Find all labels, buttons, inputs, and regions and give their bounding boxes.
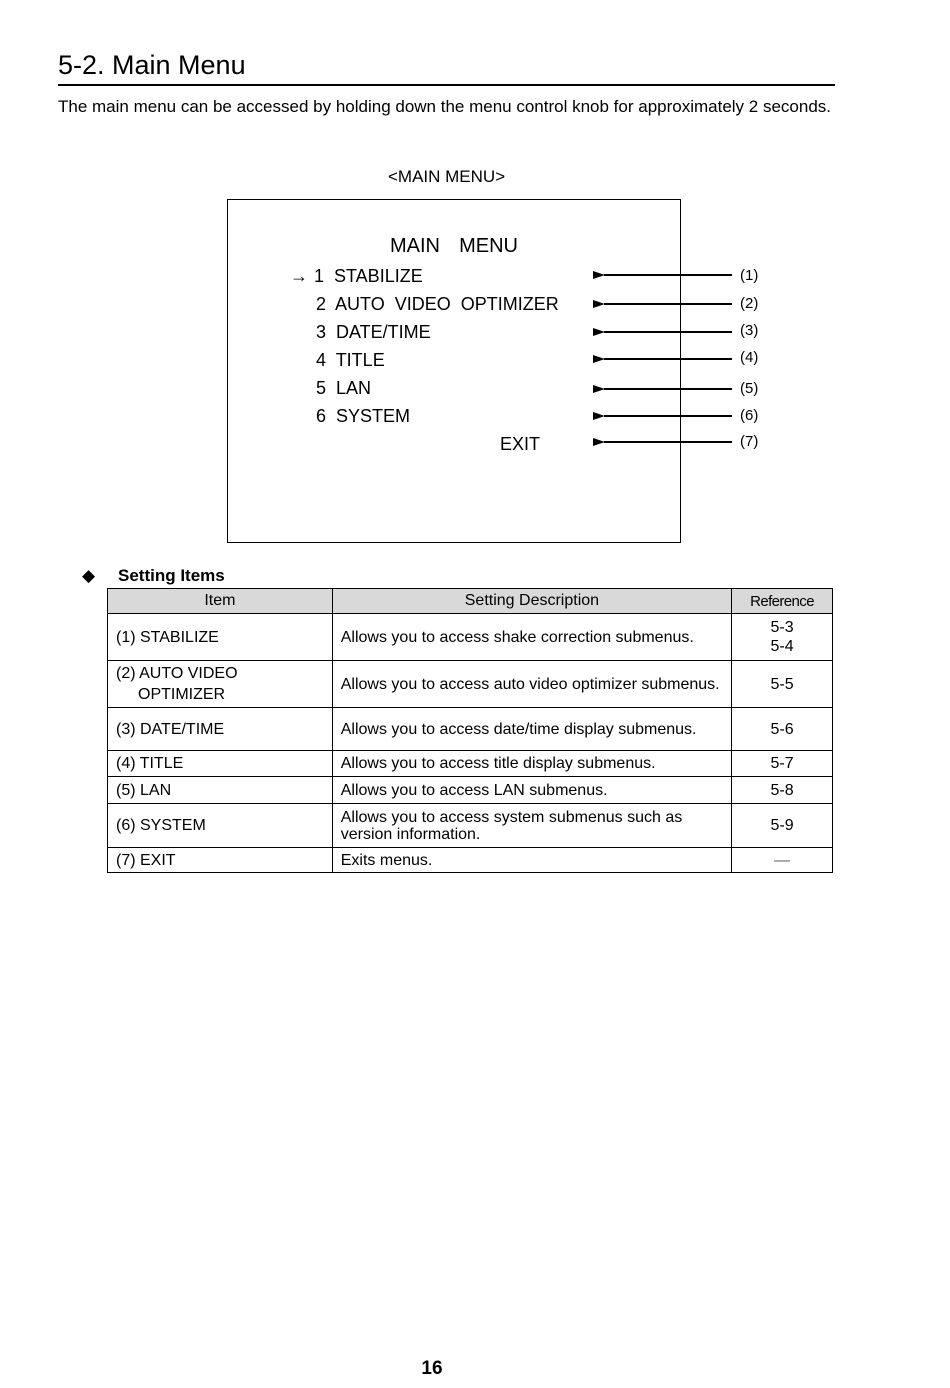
header-item: Item — [108, 589, 333, 614]
table-row — [108, 848, 833, 873]
setting-items-heading — [82, 566, 225, 586]
row-item: (1) STABILIZE — [108, 614, 333, 661]
row-item — [108, 661, 333, 708]
callout-label-2: (2) — [740, 295, 759, 312]
table-row — [108, 614, 833, 661]
row-description: Allows you to access date/time display submenus. — [332, 708, 731, 751]
menu-item-lan: 5 LAN — [316, 378, 372, 398]
table-row — [108, 804, 833, 848]
row-item: (5) LAN — [108, 777, 333, 804]
row-reference: 5-9 — [732, 804, 833, 848]
page-heading: 5-2. Main Menu — [58, 48, 835, 86]
row-reference — [732, 614, 833, 661]
row-reference: 5-6 — [732, 708, 833, 751]
header-reference: Reference — [732, 589, 833, 614]
table-row — [108, 661, 833, 708]
row-reference: 5-7 — [732, 751, 833, 777]
row-reference-line: 5-4 — [770, 638, 794, 655]
row-item-line: OPTIMIZER — [138, 686, 226, 703]
diamond-bullet-icon: ◆ — [82, 566, 96, 585]
menu-item-title: 4 TITLE — [316, 350, 385, 370]
setting-items-title: Setting Items — [118, 566, 225, 585]
menu-item-date-time: 3 DATE/TIME — [316, 322, 431, 342]
callout-label-6: (6) — [740, 407, 759, 424]
header-description: Setting Description — [332, 589, 731, 614]
row-description: Allows you to access shake correction submenus. — [332, 614, 731, 661]
menu-item-system: 6 SYSTEM — [316, 406, 411, 426]
row-reference: 5-5 — [732, 661, 833, 708]
settings-table — [107, 588, 833, 873]
screen-title: MAIN MENU — [390, 235, 518, 257]
callout-label-1: (1) — [740, 267, 759, 284]
callout-label-4: (4) — [740, 349, 759, 366]
row-reference: 5-8 — [732, 777, 833, 804]
row-item: (6) SYSTEM — [108, 804, 333, 848]
row-description: Allows you to access system submenus such as version information. — [332, 804, 731, 848]
row-description: Exits menus. — [332, 848, 731, 873]
row-item: (3) DATE/TIME — [108, 708, 333, 751]
menu-item-auto-video-optimizer: 2 AUTO VIDEO OPTIMIZER — [316, 294, 559, 314]
row-item: (7) EXIT — [108, 848, 333, 873]
intro-paragraph: The main menu can be accessed by holding down the menu control knob for approximately 2 seconds. — [58, 97, 832, 116]
row-reference-line: 5-3 — [770, 619, 794, 636]
table-header-row — [108, 589, 833, 614]
page-number: 16 — [421, 1358, 443, 1379]
row-description: Allows you to access auto video optimizer submenus. — [332, 661, 731, 708]
cursor-arrow-icon: → — [290, 266, 308, 286]
row-item-line: (2) AUTO VIDEO — [116, 665, 238, 682]
callout-label-5: (5) — [740, 380, 759, 397]
row-item: (4) TITLE — [108, 751, 333, 777]
callout-label-7: (7) — [740, 433, 759, 450]
table-row — [108, 777, 833, 804]
diagram-caption: <MAIN MENU> — [388, 167, 506, 186]
table-row — [108, 708, 833, 751]
menu-item-exit: EXIT — [500, 434, 541, 454]
row-reference: — — [732, 848, 833, 873]
table-row — [108, 751, 833, 777]
callout-label-3: (3) — [740, 322, 759, 339]
menu-item-stabilize: 1 STABILIZE — [314, 266, 423, 286]
row-description: Allows you to access title display submenus. — [332, 751, 731, 777]
row-description: Allows you to access LAN submenus. — [332, 777, 731, 804]
